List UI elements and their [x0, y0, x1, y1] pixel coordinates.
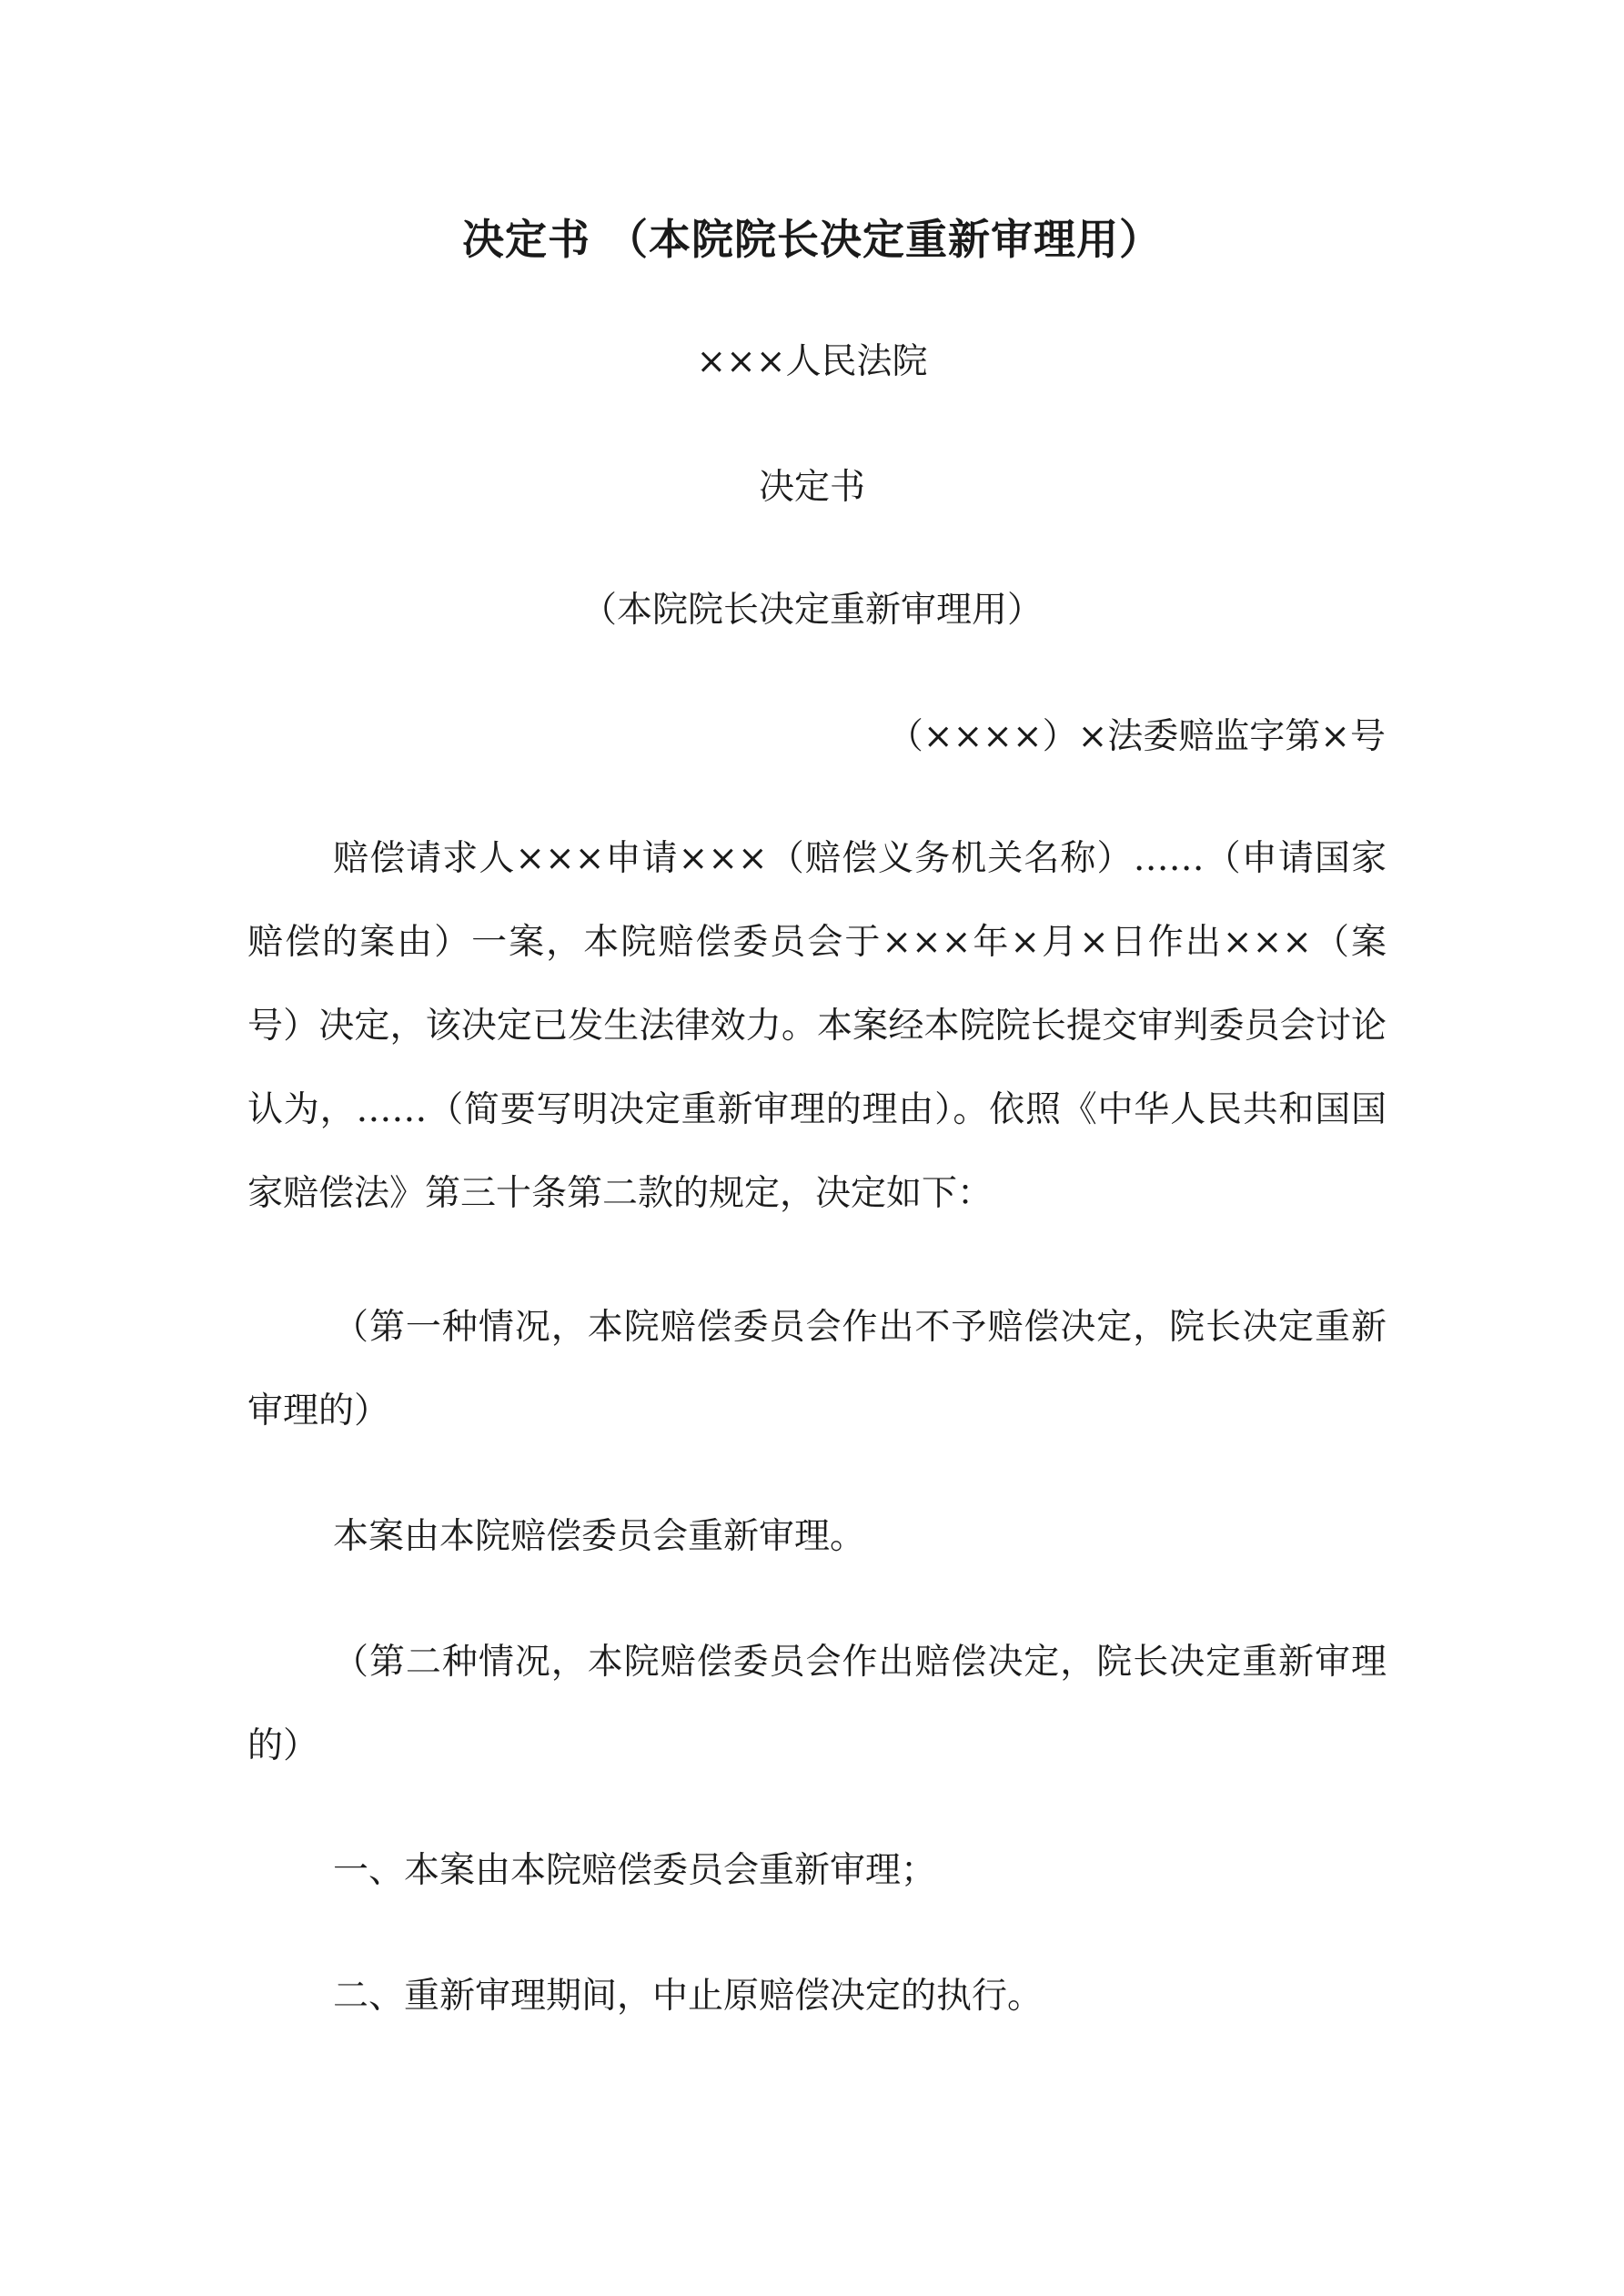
document-title: 决定书 （本院院长决定重新审理用）	[461, 215, 1162, 264]
court-name: ×××人民法院	[696, 341, 928, 382]
case-two-item-two: 二、重新审理期间，中止原赔偿决定的执行。	[333, 1976, 1044, 2017]
case-two-heading: （第二种情况，本院赔偿委员会作出赔偿决定，院长决定重新审理的）	[247, 1642, 1387, 1766]
case-one-heading: （第一种情况，本院赔偿委员会作出不予赔偿决定，院长决定重新审理的）	[247, 1307, 1387, 1431]
case-two-item-one: 一、本案由本院赔偿委员会重新审理；	[333, 1850, 937, 1891]
main-paragraph: 赔偿请求人×××申请×××（赔偿义务机关名称）……（申请国家赔偿的案由）一案，本院赔偿委员会于×××年×月×日作出×××（案号）决定，该决定已发生法律效力。本案经本院院长提交审判委员会讨论认为，……（简要写明决定重新审理的理由）。依照《中华人民共和国国家赔偿法》第三十条第二款的规定，决定如下：	[247, 838, 1387, 1214]
case-number: （××××）×法委赔监字第×号	[887, 716, 1386, 757]
document-type: 决定书	[758, 467, 865, 508]
case-one-result: 本案由本院赔偿委员会重新审理。	[333, 1516, 866, 1557]
document-subtitle: （本院院长决定重新审理用）	[580, 590, 1043, 631]
